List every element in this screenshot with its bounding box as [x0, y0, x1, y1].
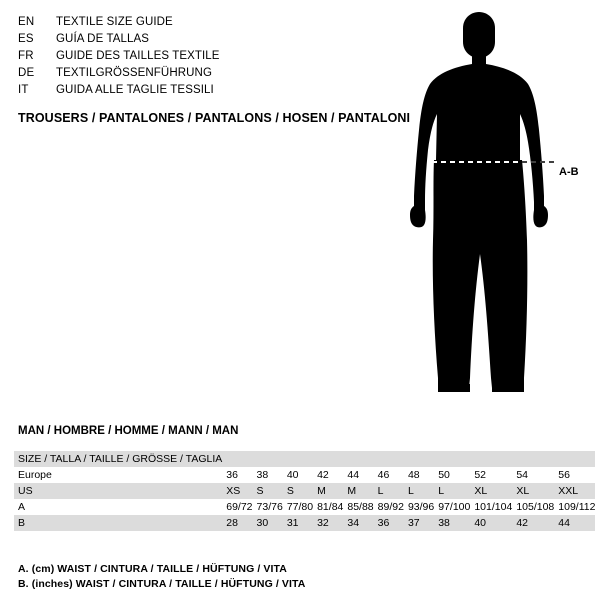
- cell-size-6: [404, 451, 434, 467]
- cell-us-9: XL: [512, 483, 554, 499]
- language-code-en: EN: [18, 16, 35, 28]
- cell-b-1: 30: [253, 515, 283, 531]
- cell-us-3: M: [313, 483, 343, 499]
- footnote-a: A. (cm) WAIST / CINTURA / TAILLE / HÜFTUNG / VITA: [18, 563, 287, 575]
- cell-europe-9: 54: [512, 467, 554, 483]
- language-code-es: ES: [18, 33, 34, 45]
- cell-a-1: 73/76: [253, 499, 283, 515]
- cell-us-10: XXL: [554, 483, 595, 499]
- cell-b-5: 36: [374, 515, 404, 531]
- cell-us-4: M: [343, 483, 373, 499]
- language-text-de: TEXTILGRÖSSENFÜHRUNG: [56, 67, 212, 79]
- cell-europe-3: 42: [313, 467, 343, 483]
- garment-title: TROUSERS / PANTALONES / PANTALONS / HOSEN / PANTALONI: [18, 111, 411, 125]
- figure-illustration: [400, 10, 595, 410]
- language-code-de: DE: [18, 67, 35, 79]
- row-label-size: SIZE / TALLA / TAILLE / GRÖSSE / TAGLIA: [14, 451, 222, 467]
- cell-a-4: 85/88: [343, 499, 373, 515]
- footnotes: [18, 562, 305, 592]
- row-label-us: US: [14, 483, 222, 499]
- cell-us-7: L: [434, 483, 470, 499]
- cell-us-5: L: [374, 483, 404, 499]
- language-text-fr: GUIDE DES TAILLES TEXTILE: [56, 50, 220, 62]
- cell-a-6: 93/96: [404, 499, 434, 515]
- language-row-es: [18, 31, 348, 48]
- cell-a-7: 97/100: [434, 499, 470, 515]
- cell-b-10: 44: [554, 515, 595, 531]
- cell-europe-8: 52: [470, 467, 512, 483]
- cell-a-3: 81/84: [313, 499, 343, 515]
- table-row-europe: [14, 467, 595, 483]
- cell-size-1: [253, 451, 283, 467]
- cell-b-4: 34: [343, 515, 373, 531]
- cell-b-8: 40: [470, 515, 512, 531]
- cell-a-0: 69/72: [222, 499, 252, 515]
- cell-size-10: [554, 451, 595, 467]
- cell-a-8: 101/104: [470, 499, 512, 515]
- measure-label-ab: A-B: [559, 166, 579, 178]
- cell-size-0: [222, 451, 252, 467]
- language-row-fr: [18, 48, 348, 65]
- cell-size-7: [434, 451, 470, 467]
- cell-a-5: 89/92: [374, 499, 404, 515]
- cell-b-3: 32: [313, 515, 343, 531]
- cell-europe-6: 48: [404, 467, 434, 483]
- cell-a-9: 105/108: [512, 499, 554, 515]
- cell-us-2: S: [283, 483, 313, 499]
- language-list: [18, 14, 348, 99]
- cell-europe-10: 56: [554, 467, 595, 483]
- language-row-de: [18, 65, 348, 82]
- language-text-it: GUIDA ALLE TAGLIE TESSILI: [56, 84, 214, 96]
- table-group-title: MAN / HOMBRE / HOMME / MANN / MAN: [18, 425, 239, 437]
- row-label-b: B: [14, 515, 222, 531]
- cell-europe-7: 50: [434, 467, 470, 483]
- cell-a-10: 109/112: [554, 499, 595, 515]
- cell-b-9: 42: [512, 515, 554, 531]
- cell-b-2: 31: [283, 515, 313, 531]
- cell-size-3: [313, 451, 343, 467]
- table-row-size-header: [14, 451, 595, 467]
- cell-us-8: XL: [470, 483, 512, 499]
- cell-europe-0: 36: [222, 467, 252, 483]
- row-label-a: A: [14, 499, 222, 515]
- cell-size-4: [343, 451, 373, 467]
- cell-b-6: 37: [404, 515, 434, 531]
- man-silhouette-icon: [400, 10, 595, 410]
- table-row-b: [14, 515, 595, 531]
- size-table: [14, 451, 595, 531]
- cell-us-0: XS: [222, 483, 252, 499]
- table-row-us: [14, 483, 595, 499]
- language-code-fr: FR: [18, 50, 34, 62]
- language-row-it: [18, 82, 348, 99]
- cell-us-1: S: [253, 483, 283, 499]
- table-row-a: [14, 499, 595, 515]
- row-label-europe: Europe: [14, 467, 222, 483]
- cell-b-7: 38: [434, 515, 470, 531]
- language-code-it: IT: [18, 84, 29, 96]
- cell-us-6: L: [404, 483, 434, 499]
- cell-a-2: 77/80: [283, 499, 313, 515]
- language-text-es: GUÍA DE TALLAS: [56, 33, 150, 45]
- cell-size-5: [374, 451, 404, 467]
- language-row-en: [18, 14, 348, 31]
- language-text-en: TEXTILE SIZE GUIDE: [56, 16, 173, 28]
- cell-size-9: [512, 451, 554, 467]
- footnote-b: B. (inches) WAIST / CINTURA / TAILLE / HÜFTUNG / VITA: [18, 578, 306, 590]
- cell-size-8: [470, 451, 512, 467]
- cell-b-0: 28: [222, 515, 252, 531]
- cell-europe-4: 44: [343, 467, 373, 483]
- cell-europe-5: 46: [374, 467, 404, 483]
- cell-size-2: [283, 451, 313, 467]
- cell-europe-2: 40: [283, 467, 313, 483]
- cell-europe-1: 38: [253, 467, 283, 483]
